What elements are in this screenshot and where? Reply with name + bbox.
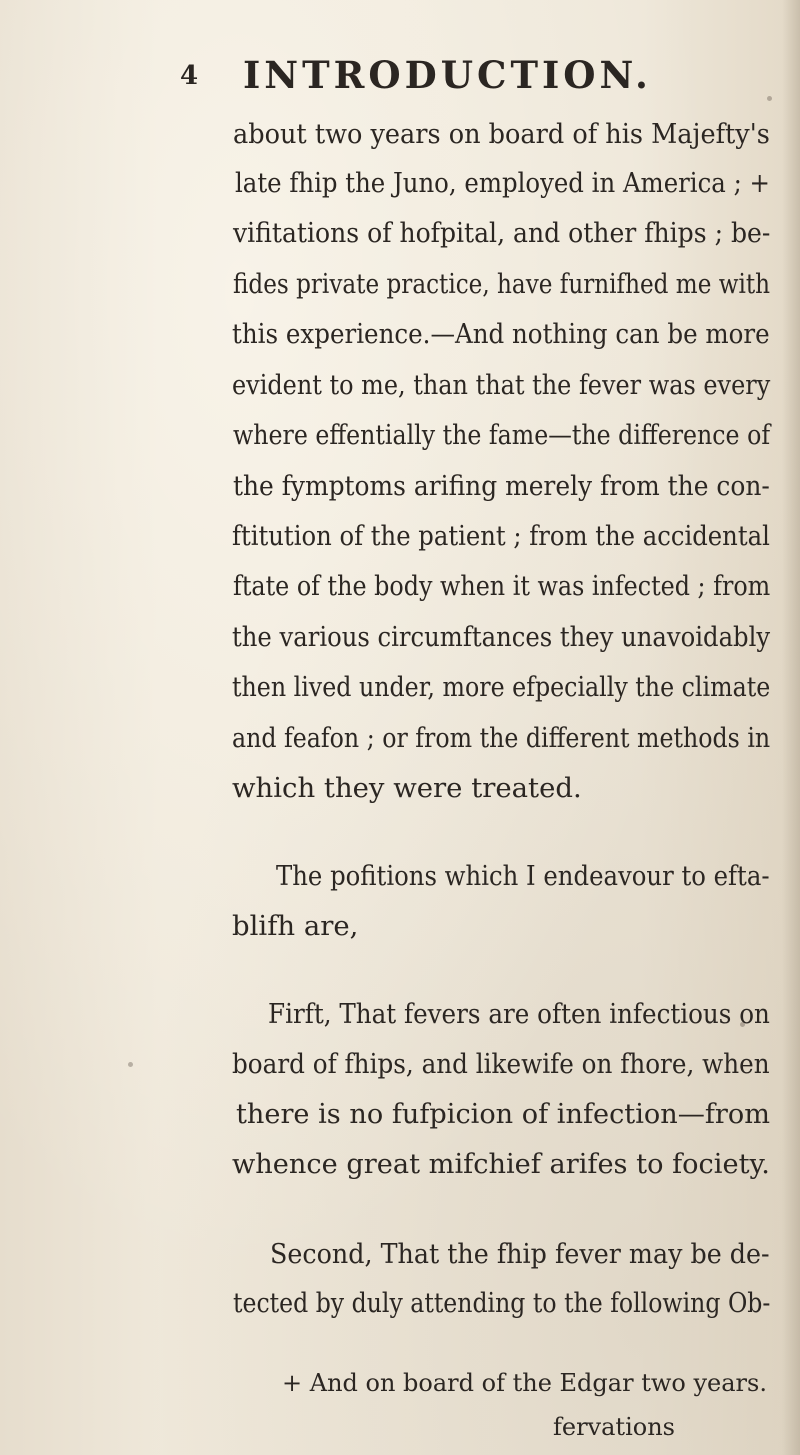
text-line: and feafon ; or from the different methods in — [232, 722, 771, 754]
text-line: board of fhips, and likewife on fhore, when — [232, 1048, 770, 1080]
text-line: evident to me, than that the fever was every — [232, 369, 771, 401]
page-header — [180, 53, 740, 103]
paper-speck — [740, 1022, 745, 1027]
text-line: where effentially the fame—the difference of — [233, 419, 771, 451]
text-line: ftate of the body when it was infected ; from — [233, 570, 771, 602]
text-line: vifitations of hofpital, and other fhips ; be- — [233, 217, 771, 249]
paragraph-start: Second, That the fhip fever may be de- — [270, 1238, 770, 1270]
text-line: the fymptoms arifing merely from the con- — [233, 470, 770, 502]
paragraph-start: The pofitions which I endeavour to efta- — [276, 860, 770, 892]
text-line: fides private practice, have furnifhed me with — [233, 268, 771, 300]
text-line: tected by duly attending to the following Ob- — [233, 1287, 771, 1319]
text-line: ftitution of the patient ; from the accidental — [232, 520, 770, 552]
text-line: blifh are, — [232, 910, 359, 942]
text-line: whence great mifchief arifes to fociety. — [232, 1148, 770, 1180]
text-line: which they were treated. — [232, 772, 582, 804]
text-line: then lived under, more efpecially the climate — [232, 671, 771, 703]
text-line: there is no fufpicion of infection—from — [236, 1098, 770, 1130]
paper-speck — [767, 96, 772, 101]
running-head: INTRODUCTION. — [243, 53, 652, 97]
text-line: the various circumftances they unavoidably — [232, 621, 771, 653]
text-line: this experience.—And nothing can be more — [232, 318, 770, 350]
page-number: 4 — [180, 61, 199, 91]
footnote: + And on board of the Edgar two years. — [282, 1369, 767, 1397]
paragraph-start: Firft, That fevers are often infectious on — [268, 998, 770, 1030]
catchword: fervations — [553, 1413, 675, 1441]
text-line: about two years on board of his Majefty's — [233, 118, 770, 150]
paper-speck — [128, 1062, 133, 1067]
text-line: late fhip the Juno, employed in America ; + — [235, 167, 770, 199]
